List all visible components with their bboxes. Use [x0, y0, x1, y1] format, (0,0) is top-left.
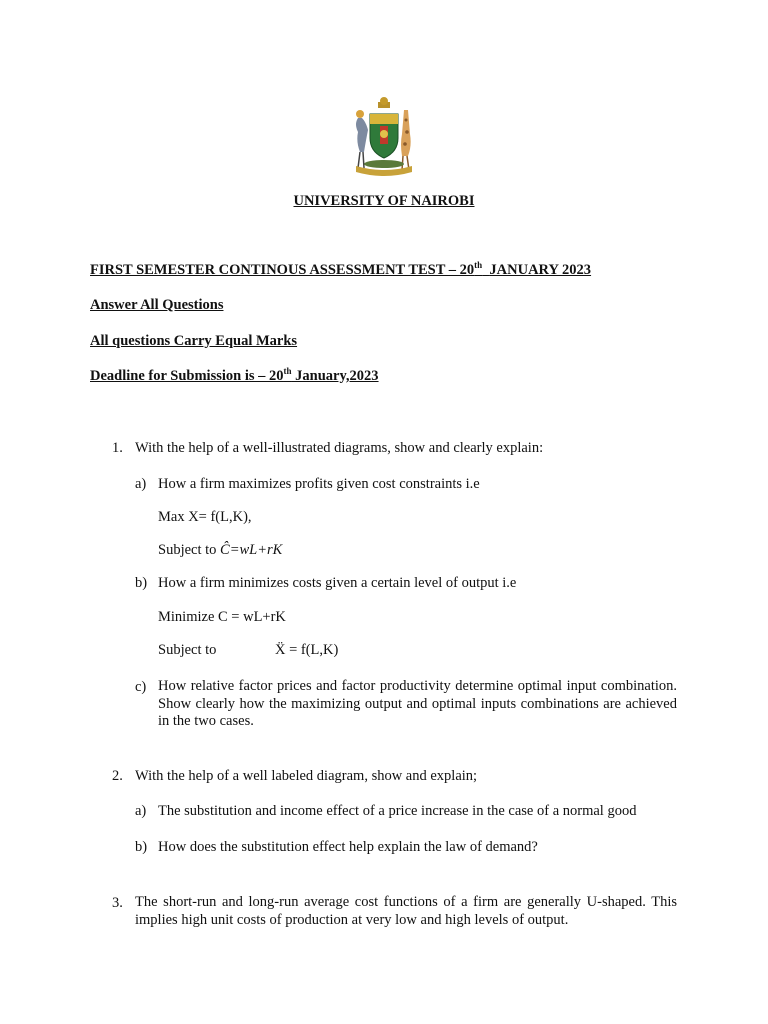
q1a-constraint-math: Ĉ=wL+rK	[220, 542, 283, 558]
q2-text: With the help of a well labeled diagram, show and explain;	[135, 768, 478, 784]
instruction-equal-marks: All questions Carry Equal Marks	[90, 333, 298, 349]
deadline-part-a: Deadline for Submission is – 20	[90, 368, 284, 384]
university-crest-logo	[348, 94, 420, 180]
q1a-text: How a firm maximizes profits given cost constraints i.e	[158, 476, 480, 492]
deadline-superscript: th	[283, 366, 292, 376]
q1a-constraint	[158, 541, 282, 559]
q3-text: The short-run and long-run average cost functions of a firm are generally U-shaped. This implies high unit costs of production at very low and high levels of output.	[135, 894, 677, 928]
test-title-part-a: FIRST SEMESTER CONTINOUS ASSESSMENT TEST – 20	[90, 262, 475, 278]
q2a-text: The substitution and income effect of a price increase in the case of a normal good	[158, 803, 637, 819]
q1c-text: How relative factor prices and factor productivity determine optimal input combination. Show clearly how the maximizing output and optimal inputs combinations are achieved in the two cases.	[158, 678, 677, 729]
test-title-superscript: th	[474, 260, 483, 270]
q1c-label: c)	[135, 679, 147, 695]
q2b-label: b)	[135, 839, 148, 855]
q1b-text: How a firm minimizes costs given a certain level of output i.e	[158, 575, 517, 591]
test-title-part-b: JANUARY 2023	[489, 262, 592, 278]
q1b-constraint-prefix: Subject to	[158, 642, 217, 658]
q1a-label: a)	[135, 476, 147, 492]
deadline-part-b: January,2023	[291, 368, 379, 384]
q1a-max-equation: Max X= f(L,K),	[158, 509, 252, 525]
q1b-min-equation: Minimize C = wL+rK	[158, 609, 286, 625]
q2-number: 2.	[112, 768, 123, 784]
instruction-answer-all: Answer All Questions	[90, 297, 224, 313]
q1a-constraint-prefix: Subject to	[158, 542, 221, 558]
q1-number: 1.	[112, 440, 123, 456]
q3-number: 3.	[112, 895, 123, 911]
test-title	[90, 261, 591, 279]
q1b-constraint-math: Ẍ = f(L,K)	[275, 642, 339, 658]
q2a-label: a)	[135, 803, 147, 819]
q2b-text: How does the substitution effect help explain the law of demand?	[158, 839, 538, 855]
deadline-line	[90, 367, 379, 385]
q1b-label: b)	[135, 575, 148, 591]
q1-text: With the help of a well-illustrated diagrams, show and clearly explain:	[135, 440, 544, 456]
university-title: UNIVERSITY OF NAIROBI	[293, 193, 475, 209]
